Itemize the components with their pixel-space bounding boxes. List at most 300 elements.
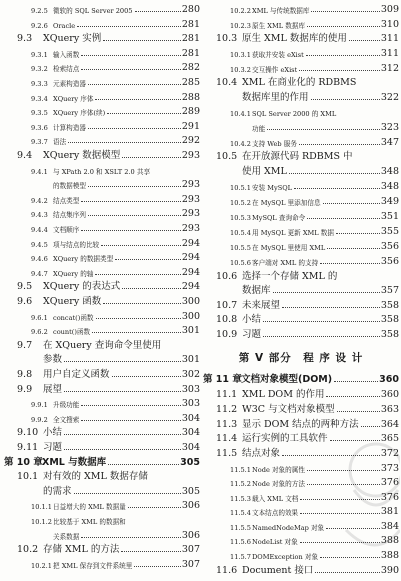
entry-number: 11.2	[216, 404, 238, 415]
entry-number: 9.3.1	[31, 50, 48, 59]
entry-title: 对有效的 XML 数据存储	[43, 471, 148, 483]
entry-title: 在开放源代码 RDBMS 中	[242, 151, 353, 162]
entry-number: 9.4.5	[31, 240, 48, 249]
entry-title: XQuery 数据模型	[43, 150, 121, 161]
entry-title: 功能	[252, 125, 266, 133]
toc-entry-9-7[interactable]	[4, 338, 200, 351]
dot-leader	[107, 113, 181, 114]
entry-number: 9.4	[17, 150, 33, 161]
toc-entry-continued[interactable]	[203, 283, 399, 296]
entry-number: 9.3.3	[31, 80, 48, 88]
toc-entry-10-5-1[interactable]	[203, 179, 399, 192]
entry-title: W3C 与文档对象模型	[242, 404, 335, 415]
entry-page-number: 285	[181, 77, 200, 88]
entry-title: 安装 MySQL	[252, 184, 293, 192]
toc-entry-11-1[interactable]	[203, 387, 399, 400]
entry-page-number: 323	[380, 122, 399, 133]
entry-title: XQuery 序体(续)	[53, 109, 106, 118]
entry-title: 的需求	[43, 485, 72, 497]
toc-entry-9-4-1[interactable]	[4, 163, 200, 176]
entry-title: 用户自定义函数	[43, 369, 110, 380]
toc-entry-11-5[interactable]	[203, 446, 399, 459]
entry-page-number: 306	[181, 500, 200, 512]
toc-entry-10-5-2[interactable]	[203, 194, 399, 207]
entry-page-number: 305	[181, 485, 200, 497]
toc-entry-9-3-3[interactable]	[4, 75, 200, 88]
toc-entry-11-2[interactable]	[203, 402, 399, 415]
entry-page-number: 292	[181, 135, 200, 147]
entry-page-number: 289	[181, 106, 200, 118]
toc-entry-10-3[interactable]	[203, 31, 399, 44]
dot-leader	[323, 203, 380, 204]
entry-title: 文档顺序	[53, 226, 80, 234]
dot-leader	[115, 259, 181, 260]
dot-leader	[320, 557, 380, 558]
entry-title: 计算构造器	[53, 123, 86, 132]
dot-leader	[64, 449, 181, 450]
toc-entry-9-6[interactable]	[4, 294, 200, 307]
toc-entry-10-3-1[interactable]	[203, 46, 399, 59]
entry-number: 11.5.7	[230, 552, 251, 561]
entry-title: 的数据模型	[53, 182, 86, 191]
toc-entry-9-4-6[interactable]	[4, 250, 200, 263]
entry-page-number: 309	[380, 4, 399, 15]
toc-entry-9-3-4[interactable]	[4, 90, 200, 103]
entry-page-number: 302	[181, 369, 200, 380]
entry-title: 项与结点的比较	[53, 240, 100, 249]
entry-title: XML 在商业化的 RDBMS	[242, 77, 357, 88]
entry-number: 9.4.7	[31, 269, 48, 278]
entry-title: 全文搜索	[53, 415, 80, 424]
dot-leader	[128, 507, 181, 508]
toc-entry-9-9-2[interactable]	[4, 411, 200, 424]
entry-number: 11.5.4	[230, 509, 251, 517]
entry-page-number: 384	[380, 520, 399, 532]
entry-page-number: 388	[380, 549, 399, 561]
entry-number: 10.2.2	[230, 7, 251, 15]
dot-leader	[122, 157, 181, 158]
entry-title: 升级功能	[53, 401, 80, 410]
entry-number: 11.5.3	[230, 494, 251, 503]
entry-title: 选择一个存储 XML 的	[242, 270, 338, 282]
entry-number: 9.4.2	[31, 196, 48, 205]
toc-entry-10-1-1[interactable]	[4, 498, 200, 511]
entry-title: count()函数	[53, 328, 91, 337]
dot-leader	[300, 542, 380, 543]
toc-entry-10-5-5[interactable]	[203, 239, 399, 252]
dot-leader	[88, 215, 181, 216]
dot-leader	[306, 55, 380, 56]
dot-leader	[282, 455, 380, 456]
entry-title: concat()函数	[53, 313, 94, 322]
entry-title: NodeList 对象	[252, 538, 298, 546]
toc-entry-9-11[interactable]	[4, 440, 200, 453]
entry-number: 9.6.2	[31, 328, 48, 337]
dot-leader	[101, 245, 181, 246]
toc-entry-continued[interactable]	[4, 177, 200, 190]
entry-page-number: 293	[181, 179, 200, 191]
toc-entry-10-4-1[interactable]	[203, 105, 399, 118]
entry-number: 9.11	[17, 442, 39, 453]
entry-page-number: 360	[380, 389, 399, 400]
toc-entry-10[interactable]	[4, 455, 200, 468]
dot-leader	[112, 376, 181, 377]
toc-entry-10-4-2[interactable]	[203, 135, 399, 148]
entry-page-number: 288	[181, 91, 200, 103]
dot-leader	[300, 513, 380, 514]
entry-number: 11.6	[216, 564, 238, 576]
entry-number: 10.5	[216, 151, 238, 162]
entry-page-number: 291	[181, 120, 200, 132]
entry-title: 在 MySQL 里添加信息	[252, 199, 321, 207]
entry-page-number: 293	[181, 150, 200, 161]
entry-page-number: 358	[380, 314, 399, 325]
entry-page-number: 304	[181, 412, 200, 424]
entry-title: 运行实例的工具软件	[242, 433, 328, 444]
toc-entry-10-2-3[interactable]	[203, 17, 399, 30]
dot-leader	[320, 263, 380, 264]
entry-page-number: 294	[181, 281, 200, 293]
toc-entry-9-3-7[interactable]	[4, 133, 200, 146]
toc-entry-9-4-5[interactable]	[4, 236, 200, 249]
dot-leader	[326, 396, 379, 397]
toc-entry-9-4[interactable]	[4, 148, 200, 161]
entry-number: 10.1	[17, 471, 39, 483]
entry-page-number: 357	[380, 285, 399, 296]
dot-leader	[349, 40, 380, 41]
dot-leader	[77, 26, 181, 27]
toc-entry-9-2-6[interactable]	[4, 17, 200, 30]
dot-leader	[282, 307, 380, 308]
dot-leader	[307, 218, 380, 219]
dot-leader	[289, 173, 380, 174]
entry-page-number: 376	[380, 477, 399, 488]
entry-page-number: 281	[181, 18, 200, 30]
entry-number: 10.2.1	[31, 561, 52, 570]
entry-title: 在 XQuery 查询命令里使用	[43, 339, 162, 351]
entry-page-number: 294	[181, 237, 200, 249]
dot-leader	[81, 55, 180, 56]
entry-number: 10.9	[216, 328, 238, 340]
entry-title: XML 与传统数据库	[252, 7, 310, 15]
dot-leader	[299, 70, 380, 71]
entry-title: DOMException 对象	[252, 552, 319, 561]
dot-leader	[334, 381, 378, 382]
entry-title: 习题	[43, 442, 63, 453]
entry-number: 10.6	[216, 270, 238, 282]
entry-number: 9.3.2	[31, 65, 48, 74]
toc-entry-9-10[interactable]	[4, 425, 200, 438]
entry-number: 9.3.7	[31, 138, 48, 147]
entry-title: XML DOM 的作用	[242, 389, 325, 400]
entry-title: 语法	[53, 138, 67, 147]
entry-number: 10.5.6	[230, 259, 251, 267]
entry-page-number: 358	[380, 328, 399, 340]
toc-entry-10-2[interactable]	[4, 542, 200, 555]
toc-entry-9-4-7[interactable]	[4, 265, 200, 278]
entry-title: Node 对象的方法	[252, 480, 305, 488]
toc-entry-9-4-2[interactable]	[4, 192, 200, 205]
toc-entry-9-2-5[interactable]	[4, 2, 200, 15]
entry-number: 第 10 章	[4, 456, 43, 468]
dot-leader	[336, 233, 380, 234]
entry-title: 小结	[43, 427, 63, 439]
entry-title: 原生 XML 数据库	[252, 21, 305, 30]
toc-entry-10-9[interactable]	[203, 327, 399, 340]
entry-page-number: 348	[380, 181, 399, 192]
entry-page-number: 355	[380, 226, 399, 237]
entry-number: 9.8	[17, 369, 33, 380]
entry-page-number: 312	[380, 62, 399, 74]
toc-entry-9-3-6[interactable]	[4, 119, 200, 132]
entry-title: 支持 Web 服务	[252, 139, 297, 148]
entry-number: 第 11 章	[203, 374, 242, 385]
dot-leader	[307, 26, 380, 27]
entry-number: 10.5.2	[230, 199, 251, 207]
entry-number: 10.5.5	[230, 244, 251, 252]
entry-title: 结点类型	[53, 196, 80, 205]
toc-entry-9-9-1[interactable]	[4, 396, 200, 409]
toc-entry-continued[interactable]	[4, 484, 200, 497]
toc-entry-9-3[interactable]	[4, 31, 200, 44]
entry-title: 交互操作 eXist	[252, 65, 298, 74]
entry-page-number: 372	[380, 447, 399, 459]
entry-number: 9.2.5	[31, 7, 48, 15]
entry-title: XQuery 序体	[53, 94, 94, 103]
entry-page-number: 322	[380, 92, 399, 103]
entry-title: XML 与数据库	[42, 456, 107, 468]
toc-entry-10-5-3[interactable]	[203, 209, 399, 222]
toc-entry-10-1-2[interactable]	[4, 513, 200, 526]
dot-leader	[267, 129, 380, 130]
toc-entry-9-6-1[interactable]	[4, 309, 200, 322]
entry-title: 检索结点	[53, 65, 80, 74]
entry-page-number: 306	[181, 529, 200, 541]
entry-number: 9.9.2	[31, 415, 48, 424]
entry-title: 小结	[242, 314, 262, 325]
dot-leader	[330, 440, 380, 441]
entry-number: 9.9.1	[31, 401, 48, 410]
entry-number: 10.3	[216, 33, 238, 44]
toc-entry-10-5-4[interactable]	[203, 224, 399, 237]
entry-page-number: 348	[380, 166, 399, 177]
entry-number: 9.4.6	[31, 255, 48, 264]
dot-leader	[361, 426, 380, 427]
toc-entry-10-6[interactable]	[203, 269, 399, 282]
toc-entry-10-2-2[interactable]	[203, 2, 399, 15]
toc-entry-11-5-2[interactable]	[203, 475, 399, 488]
entry-number: 9.3	[17, 33, 33, 45]
entry-page-number: 364	[380, 418, 399, 430]
toc-entry-continued[interactable]	[4, 352, 200, 365]
toc-entry-10-8[interactable]	[203, 312, 399, 325]
toc-entry-11-5-4[interactable]	[203, 504, 399, 517]
dot-leader	[81, 230, 180, 231]
entry-title: 把 XML 保存到文件系统里	[53, 561, 133, 570]
entry-title: NamedNodeMap 对象	[252, 523, 325, 532]
entry-page-number: 358	[380, 300, 399, 311]
entry-title: 结点集序列	[53, 211, 86, 220]
dot-leader	[326, 528, 380, 529]
entry-page-number: 347	[380, 136, 399, 148]
entry-title: 原生 XML 数据库的使用	[242, 33, 347, 44]
entry-page-number: 349	[380, 196, 399, 207]
entry-page-number: 360	[379, 374, 399, 385]
entry-number: 9.4.4	[31, 226, 48, 234]
toc-entry-10-5-6[interactable]	[203, 254, 399, 267]
dot-leader	[108, 464, 179, 465]
dot-leader	[88, 128, 181, 129]
entry-number: 10.7	[216, 300, 238, 311]
toc-entry-11-5-1[interactable]	[203, 461, 399, 474]
dot-leader	[307, 470, 380, 471]
dot-leader	[299, 144, 380, 145]
dot-leader	[81, 201, 180, 202]
dot-leader	[103, 40, 181, 41]
entry-title: 数据库里的作用	[242, 92, 309, 103]
toc-entry-continued[interactable]	[4, 528, 200, 541]
entry-title: 日益增大的 XML 数据量	[53, 503, 126, 512]
entry-number: 10.2.3	[230, 21, 251, 30]
toc-entry-9-9[interactable]	[4, 382, 200, 395]
entry-number: 10.1.2	[31, 518, 52, 526]
entry-title: 参数	[43, 354, 63, 366]
toc-entry-11[interactable]	[203, 372, 399, 385]
entry-title: 比较基于 XML 的数据和	[53, 518, 126, 526]
entry-title: 数据库	[242, 285, 271, 296]
entry-title: XQuery 的表达式	[43, 281, 121, 293]
entry-number: 10.5.3	[230, 214, 251, 222]
entry-number: 10.4.1	[230, 110, 251, 118]
entry-page-number: 294	[181, 266, 200, 278]
entry-title: MySQL 查询命令	[252, 214, 306, 222]
entry-page-number: 282	[181, 62, 200, 74]
entry-page-number: 310	[380, 18, 399, 30]
entry-number: 11.5	[216, 447, 238, 459]
dot-leader	[315, 572, 379, 573]
entry-page-number: 293	[181, 208, 200, 220]
dot-leader	[81, 420, 180, 421]
entry-number: 10.1.1	[31, 503, 52, 512]
entry-number: 11.1	[216, 389, 238, 400]
dot-leader	[88, 186, 181, 187]
dot-leader	[95, 274, 180, 275]
entry-page-number: 356	[380, 256, 399, 267]
dot-leader	[337, 411, 380, 412]
toc-entry-11-5-6[interactable]	[203, 533, 399, 546]
dot-leader	[311, 99, 380, 100]
entry-page-number: 376	[380, 491, 399, 503]
toc-entry-9-3-5[interactable]	[4, 104, 200, 117]
entry-title: 使用 XML	[242, 166, 287, 177]
entry-number: 9.10	[17, 427, 39, 439]
toc-entry-10-7[interactable]	[203, 298, 399, 311]
toc-entry-continued[interactable]	[203, 90, 399, 103]
entry-page-number: 365	[380, 433, 399, 444]
dot-leader	[121, 551, 181, 552]
entry-page-number: 303	[181, 383, 200, 395]
entry-title: XQuery 函数	[43, 296, 102, 307]
toc-entry-11-4[interactable]	[203, 431, 399, 444]
entry-page-number: 293	[181, 223, 200, 234]
toc-entry-10-3-2[interactable]	[203, 61, 399, 74]
toc-entry-10-5[interactable]	[203, 149, 399, 162]
dot-leader	[122, 288, 181, 289]
entry-title: 显示 DOM 结点的两种方法	[242, 418, 359, 430]
entry-number: 10.4.2	[230, 139, 251, 148]
toc-entry-11-6[interactable]	[203, 563, 399, 576]
dot-leader	[300, 499, 379, 500]
toc-entry-9-6-2[interactable]	[4, 323, 200, 336]
toc-entry-11-5-7[interactable]	[203, 548, 399, 561]
entry-page-number: 294	[181, 252, 200, 264]
entry-number: 11.5.6	[230, 538, 251, 546]
entry-title: 用 MySQL 更新 XML 数据	[252, 229, 334, 237]
entry-page-number: 281	[181, 33, 200, 45]
entry-title: 未来展望	[242, 300, 281, 311]
entry-page-number: 293	[181, 193, 200, 205]
dot-leader	[135, 11, 181, 12]
toc-entry-11-5-3[interactable]	[203, 490, 399, 503]
dot-leader	[88, 84, 181, 85]
entry-number: 10.5.4	[230, 229, 251, 237]
entry-number: 9.6	[17, 296, 33, 307]
entry-title: 习题	[242, 328, 262, 340]
entry-page-number: 281	[181, 47, 200, 59]
toc-entry-continued[interactable]	[203, 120, 399, 133]
dot-leader	[64, 361, 181, 362]
entry-title: 微软的 SQL Server 2005	[53, 7, 133, 15]
toc-entry-11-3[interactable]	[203, 417, 399, 430]
dot-leader	[294, 188, 380, 189]
entry-title: 在 MySQL 里使用 XML	[252, 244, 326, 252]
entry-title: 元素构造器	[53, 80, 86, 88]
entry-page-number: 300	[181, 296, 200, 307]
dot-leader	[311, 11, 379, 12]
part-heading: 第 V 部分 程 序 设 计	[238, 352, 364, 364]
entry-title: XQuery 的数据类型	[53, 255, 114, 264]
dot-leader	[273, 292, 380, 293]
entry-title: 与 XPath 2.0 和 XSLT 2.0 共享	[53, 167, 151, 176]
entry-page-number: 305	[180, 456, 200, 468]
toc-entry-10-1[interactable]	[4, 469, 200, 482]
entry-title: 输入函数	[53, 50, 80, 59]
entry-title: 关系数据	[53, 532, 80, 541]
entry-title: XQuery 实例	[43, 33, 102, 45]
entry-page-number: 307	[181, 544, 200, 556]
entry-number: 9.2.6	[31, 21, 48, 30]
toc-entry-11-5-5[interactable]	[203, 519, 399, 532]
entry-title: XQuery 的轴	[53, 269, 94, 278]
toc-entry-10-2-1[interactable]	[4, 557, 200, 570]
toc-entry-continued[interactable]	[203, 164, 399, 177]
entry-number: 9.6.1	[31, 313, 48, 322]
toc-entry-9-8[interactable]	[4, 367, 200, 380]
toc-entry-9-4-3[interactable]	[4, 206, 200, 219]
dot-leader	[64, 434, 181, 435]
toc-entry-9-3-1[interactable]	[4, 46, 200, 59]
entry-page-number: 303	[181, 398, 200, 410]
toc-entry-9-4-4[interactable]	[4, 221, 200, 234]
entry-page-number: 301	[181, 325, 200, 337]
dot-leader	[81, 537, 180, 538]
entry-page-number: 373	[380, 462, 399, 474]
toc-entry-10-4[interactable]	[203, 75, 399, 88]
toc-entry-9-3-2[interactable]	[4, 60, 200, 73]
entry-page-number: 307	[181, 558, 200, 570]
entry-page-number: 280	[181, 4, 200, 15]
toc-entry-9-5[interactable]	[4, 279, 200, 292]
